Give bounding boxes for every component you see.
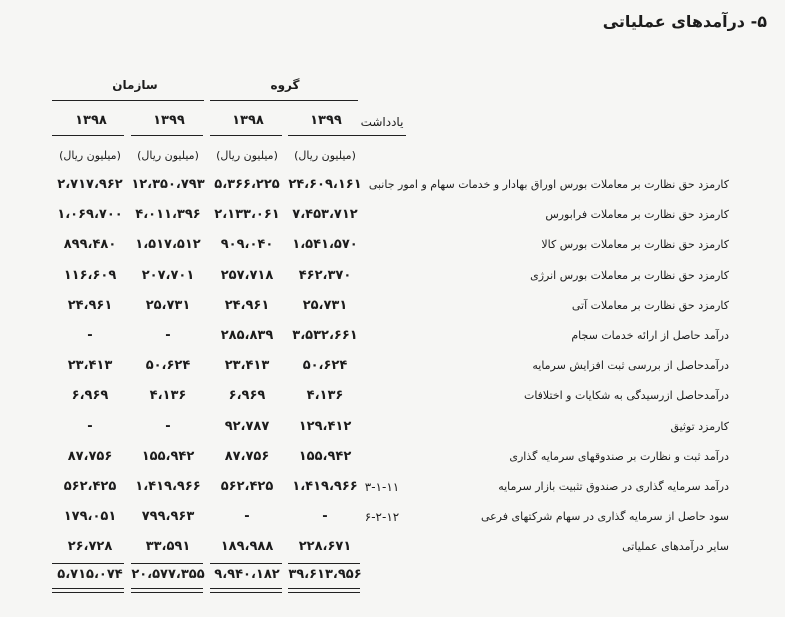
table-cell-company-1398: - [87, 418, 93, 434]
table-cell-group-1398: ۵۶۲،۴۲۵ [220, 479, 274, 494]
table-cell-note: ۶-۲-۱۲ [364, 510, 400, 525]
table-row-description: کارمزد حق نظارت بر معاملات بورس کالا [541, 238, 729, 252]
table-cell-group-1398: ۹۰۹،۰۴۰ [220, 237, 274, 253]
table-cell-company-1399: ۴،۰۱۱،۳۹۶ [135, 207, 201, 223]
table-cell-company-1399: ۳۳،۵۹۱ [145, 539, 191, 555]
table-cell-group-1399: ۴،۱۳۶ [306, 388, 344, 404]
table-row-description: کارمزد حق نظارت بر معاملات فرابورس [545, 208, 729, 222]
header-underline-1 [52, 135, 124, 136]
group-header-company: سازمان [112, 78, 158, 92]
total-group-1398: ۹،۹۴۰،۱۸۲ [214, 567, 280, 582]
table-cell-company-1398: ۲۳،۴۱۳ [67, 358, 113, 374]
table-row-description: درآمدحاصل از بررسی ثبت افزایش سرمایه [532, 359, 729, 373]
unit-label: (میلیون ریال) [216, 149, 278, 162]
table-cell-company-1398: ۱۷۹،۰۵۱ [63, 509, 117, 525]
header-underline-2 [131, 135, 203, 136]
table-cell-group-1399: ۱۲۹،۴۱۲ [298, 418, 352, 434]
table-row-description: سود حاصل از سرمایه گذاری در سهام شرکتهای فرعی [480, 510, 729, 524]
table-cell-group-1399: ۱۵۵،۹۴۲ [298, 448, 352, 464]
table-cell-company-1398: ۶،۹۶۹ [71, 388, 109, 404]
table-row-description: سایر درآمدهای عملیاتی [622, 540, 729, 554]
total-company-1399: ۲۰،۵۷۷،۳۵۵ [131, 567, 205, 582]
table-cell-company-1399: ۱۲،۳۵۰،۷۹۳ [131, 177, 205, 192]
subtotal-line-3 [210, 563, 282, 564]
table-cell-company-1399: ۵۰،۶۲۴ [145, 358, 191, 374]
table-cell-company-1399: ۱۵۵،۹۴۲ [141, 448, 195, 464]
section-title: ۵- درآمدهای عملیاتی [602, 12, 767, 31]
table-cell-group-1398: ۲۳،۴۱۳ [224, 358, 270, 374]
table-cell-group-1398: ۱۸۹،۹۸۸ [220, 539, 274, 555]
table-cell-group-1399: ۴۶۲،۳۷۰ [298, 267, 352, 283]
table-cell-group-1399: ۱،۵۴۱،۵۷۰ [292, 237, 358, 253]
table-cell-company-1399: ۱،۴۱۹،۹۶۶ [135, 479, 201, 494]
table-cell-company-1398: ۱،۰۶۹،۷۰۰ [57, 207, 123, 223]
year-header-group-1398: ۱۳۹۸ [232, 113, 264, 128]
table-cell-company-1398: ۲،۷۱۷،۹۶۲ [57, 177, 123, 192]
table-cell-company-1399: ۴،۱۳۶ [149, 388, 187, 404]
year-header-group-1399: ۱۳۹۹ [310, 113, 342, 128]
table-cell-group-1399: - [322, 509, 328, 525]
table-cell-company-1398: ۲۴،۹۶۱ [67, 297, 113, 313]
table-cell-group-1399: ۲۵،۷۳۱ [302, 297, 348, 313]
unit-label: (میلیون ریال) [137, 149, 199, 162]
table-cell-group-1398: ۸۷،۷۵۶ [224, 448, 270, 464]
group-header-group: گروه [270, 78, 300, 92]
unit-label: (میلیون ریال) [59, 149, 121, 162]
subtotal-line-1 [52, 563, 124, 564]
table-cell-group-1398: ۲۸۵،۸۳۹ [220, 328, 274, 343]
table-cell-group-1399: ۲۲۸،۶۷۱ [298, 539, 352, 555]
table-row-description: کارمزد حق نظارت بر معاملات آتی [571, 298, 729, 312]
table-row-description: درآمد حاصل از ارائه خدمات سجام [571, 329, 729, 342]
table-row-description: درآمد سرمایه گذاری در صندوق تثبیت بازار سرمایه [498, 480, 729, 493]
table-cell-company-1399: - [165, 328, 171, 343]
table-row-description: درآمدحاصل ازرسیدگی به شکایات و اختلافات [523, 389, 729, 403]
table-row-description: کارمزد حق نظارت بر معاملات بورس اوراق بهادار و خدمات سهام و امور جانبی [368, 178, 729, 191]
table-cell-company-1399: ۲۵،۷۳۱ [145, 297, 191, 313]
table-cell-group-1399: ۵۰،۶۲۴ [302, 358, 348, 374]
table-row-description: درآمد ثبت و نظارت بر صندوقهای سرمایه گذاری [509, 449, 729, 463]
table-cell-group-1399: ۲۴،۶۰۹،۱۶۱ [288, 177, 362, 192]
year-header-company-1398: ۱۳۹۸ [75, 113, 107, 128]
subtotal-line-2 [131, 563, 203, 564]
header-underline-4 [288, 135, 360, 136]
table-cell-company-1398: ۲۶،۷۲۸ [67, 539, 113, 555]
table-cell-group-1399: ۳،۵۳۲،۶۶۱ [292, 328, 358, 343]
table-cell-note: ۳-۱-۱۱ [364, 480, 400, 494]
table-cell-company-1398: ۱۱۶،۶۰۹ [63, 267, 117, 283]
total-company-1398: ۵،۷۱۵،۰۷۴ [57, 567, 123, 582]
table-cell-group-1399: ۱،۴۱۹،۹۶۶ [292, 479, 358, 494]
total-double-line-4 [288, 588, 360, 593]
table-cell-company-1398: ۵۶۲،۴۲۵ [63, 479, 117, 494]
table-cell-company-1398: ۸۹۹،۴۸۰ [63, 237, 117, 253]
table-cell-group-1398: ۲۴،۹۶۱ [224, 297, 270, 313]
table-row-description: کارمزد توثیق [670, 419, 729, 433]
year-header-company-1399: ۱۳۹۹ [153, 113, 185, 128]
table-cell-group-1399: ۷،۴۵۳،۷۱۲ [292, 207, 358, 223]
table-cell-group-1398: ۲،۱۳۳،۰۶۱ [214, 207, 280, 223]
table-cell-group-1398: ۵،۳۶۶،۲۲۵ [214, 177, 280, 192]
table-cell-group-1398: ۲۵۷،۷۱۸ [220, 267, 274, 283]
header-underline-3 [210, 135, 282, 136]
table-cell-company-1399: - [165, 418, 171, 434]
header-underline-note [358, 135, 406, 136]
company-underline [52, 100, 204, 101]
note-header: یادداشت [360, 115, 404, 129]
table-cell-company-1398: ۸۷،۷۵۶ [67, 448, 113, 464]
table-cell-company-1399: ۲۰۷،۷۰۱ [141, 267, 195, 283]
total-double-line-1 [52, 588, 124, 593]
unit-label: (میلیون ریال) [294, 149, 356, 162]
table-cell-company-1398: - [87, 328, 93, 343]
subtotal-line-4 [288, 563, 360, 564]
table-cell-group-1398: ۶،۹۶۹ [228, 388, 266, 404]
total-group-1399: ۳۹،۶۱۳،۹۵۶ [288, 567, 362, 582]
total-double-line-2 [131, 588, 203, 593]
table-row-description: کارمزد حق نظارت بر معاملات بورس انرژی [530, 268, 729, 282]
table-cell-company-1399: ۱،۵۱۷،۵۱۲ [135, 237, 201, 253]
group-underline [210, 100, 358, 101]
table-cell-group-1398: - [244, 509, 250, 525]
table-cell-company-1399: ۷۹۹،۹۶۳ [141, 509, 195, 525]
table-cell-group-1398: ۹۲،۷۸۷ [224, 418, 270, 434]
total-double-line-3 [210, 588, 282, 593]
